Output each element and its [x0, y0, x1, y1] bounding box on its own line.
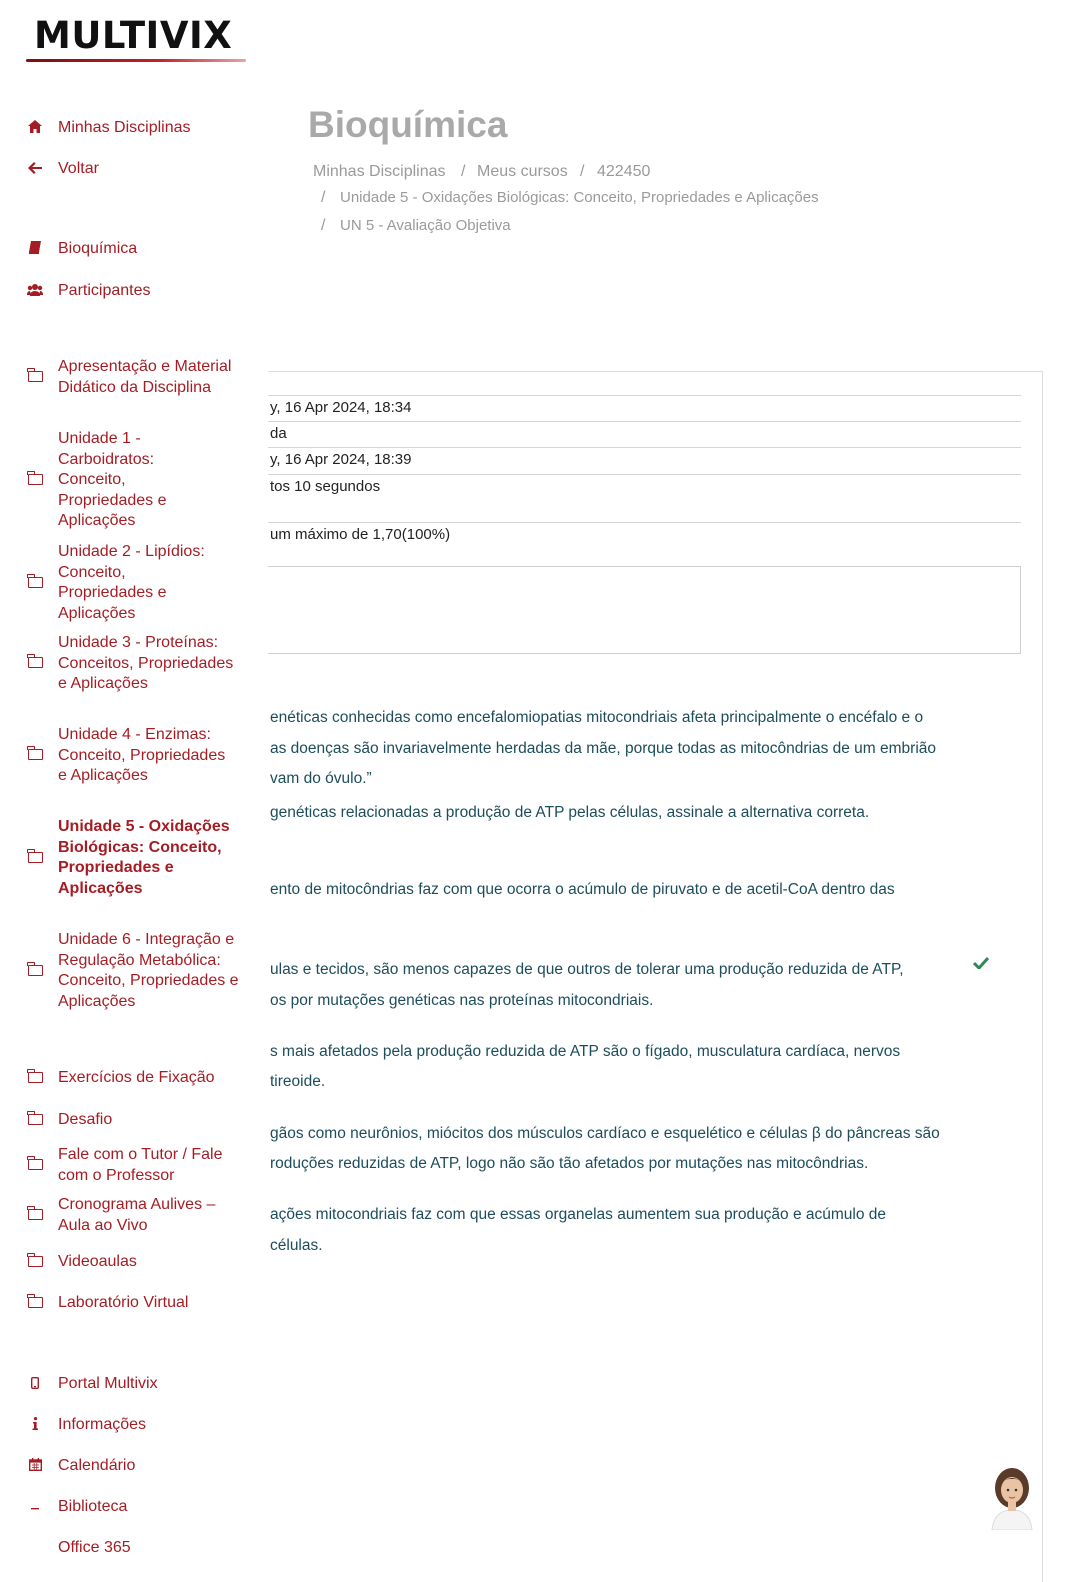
sidebar-item-label: Bioquímica: [58, 240, 138, 257]
sidebar-section-unidade-1[interactable]: [26, 429, 240, 532]
breadcrumb-separator: /: [461, 163, 466, 180]
sidebar-item-label: Unidade 2 - Lipídios: Conceito, Propriedades e Aplicações: [58, 543, 205, 622]
sidebar-item-label: Voltar: [58, 160, 99, 177]
summary-completed-on: y, 16 Apr 2024, 18:39: [270, 451, 412, 468]
sidebar-item-label: Calendário: [58, 1457, 136, 1474]
sidebar-item-label: Biblioteca: [58, 1498, 128, 1515]
folder-icon: [26, 1071, 44, 1086]
sidebar-section-apresentacao[interactable]: [26, 357, 240, 398]
sidebar-section-exercicios[interactable]: [26, 1068, 240, 1089]
sidebar-item-label: Apresentação e Material Didático da Disciplina: [58, 358, 232, 396]
logo-underline: [26, 59, 246, 62]
home-icon: [26, 120, 44, 136]
sidebar-item-biblioteca[interactable]: [26, 1497, 240, 1518]
answer-option-line: gãos como neurônios, miócitos dos músculos cardíaco e esquelético e células β do pâncreas são: [270, 1125, 940, 1142]
sidebar-item-office-365[interactable]: [26, 1538, 240, 1559]
sidebar-section-unidade-3[interactable]: [26, 633, 240, 695]
answer-option-line: ulas e tecidos, são menos capazes de que outros de tolerar uma produção reduzida de ATP,: [270, 961, 904, 978]
question-stem-line: enéticas conhecidas como encefalomiopatias mitocondriais afeta principalmente o encéfalo e o: [270, 709, 924, 726]
folder-icon: [26, 576, 44, 591]
sidebar-section-laboratorio[interactable]: [26, 1293, 240, 1314]
sidebar-item-label: Desafio: [58, 1111, 113, 1128]
book-icon: [26, 241, 44, 257]
sidebar-item-label: Portal Multivix: [58, 1375, 158, 1392]
sidebar-item-calendario[interactable]: [26, 1456, 240, 1477]
sidebar-item-participantes[interactable]: [26, 281, 240, 302]
folder-icon: [26, 370, 44, 385]
sidebar-item-portal-multivix[interactable]: [26, 1374, 240, 1395]
arrow-left-icon: [26, 162, 44, 177]
folder-icon: [26, 1208, 44, 1223]
sidebar-item-label: Office 365: [58, 1539, 131, 1556]
sidebar-section-cronograma[interactable]: [26, 1195, 240, 1236]
sidebar-item-label: Videoaulas: [58, 1253, 137, 1270]
sidebar-item-label: Fale com o Tutor / Fale com o Professor: [58, 1146, 223, 1184]
sidebar-item-label: Participantes: [58, 282, 151, 299]
sidebar-section-videoaulas[interactable]: [26, 1252, 240, 1273]
answer-option-line: os por mutações genéticas nas proteínas mitocondriais.: [270, 992, 654, 1009]
breadcrumb-separator: /: [321, 217, 326, 234]
folder-icon: [26, 1158, 44, 1173]
breadcrumb-meus-cursos[interactable]: Meus cursos: [477, 163, 568, 180]
sidebar-section-unidade-6[interactable]: [26, 930, 240, 1012]
folder-icon: [26, 851, 44, 866]
sidebar-item-label: Cronograma Aulives – Aula ao Vivo: [58, 1196, 216, 1234]
mobile-icon: [26, 1377, 44, 1392]
sidebar-item-label: Informações: [58, 1416, 147, 1433]
answer-option-line: roduções reduzidas de ATP, logo não são tão afetados por mutações nas mitocôndrias.: [270, 1155, 869, 1172]
breadcrumb-separator: /: [321, 189, 326, 206]
question-stem-line: as doenças são invariavelmente herdadas da mãe, porque todas as mitocôndrias de um embrião: [270, 740, 937, 757]
sidebar-item-label: Unidade 1 - Carboidratos: Conceito, Propriedades e Aplicações: [58, 430, 167, 530]
sidebar-item-label-active: Unidade 5 - Oxidações Biológicas: Conceito, Propriedades e Aplicações: [58, 818, 230, 897]
breadcrumb-avaliacao[interactable]: UN 5 - Avaliação Objetiva: [340, 217, 511, 234]
folder-icon: [26, 748, 44, 763]
breadcrumb-separator: /: [580, 163, 585, 180]
folder-icon: [26, 1255, 44, 1270]
question-info-box: [268, 566, 1021, 654]
answer-option-line: s mais afetados pela produção reduzida de ATP são o fígado, musculatura cardíaca, nervos: [270, 1043, 901, 1060]
breadcrumb-minhas-disciplinas[interactable]: Minhas Disciplinas: [313, 163, 446, 180]
folder-icon: [26, 1113, 44, 1128]
folder-icon: [26, 473, 44, 488]
sidebar-section-desafio[interactable]: [26, 1110, 240, 1131]
sidebar-section-unidade-2[interactable]: [26, 542, 240, 624]
summary-state: da: [270, 425, 287, 442]
assistant-avatar[interactable]: [988, 1466, 1036, 1530]
sidebar-item-bioquimica[interactable]: [26, 239, 240, 260]
question-stem-line: genéticas relacionadas a produção de ATP pelas células, assinale a alternativa correta.: [270, 804, 870, 821]
summary-grade: um máximo de 1,70(100%): [270, 526, 451, 543]
users-icon: [26, 284, 44, 299]
book-icon: [26, 1500, 44, 1515]
sidebar-item-label: Unidade 6 - Integração e Regulação Metabólica: Conceito, Propriedades e Aplicações: [58, 931, 239, 1010]
sidebar-item-minhas-disciplinas[interactable]: [26, 118, 240, 139]
summary-time-taken: tos 10 segundos: [270, 478, 381, 495]
multivix-logo[interactable]: MULTIVIX: [34, 14, 233, 57]
info-icon: [26, 1417, 44, 1433]
sidebar-item-label: Exercícios de Fixação: [58, 1069, 215, 1086]
question-stem-line: vam do óvulo.”: [270, 770, 372, 787]
sidebar-item-voltar[interactable]: [26, 159, 240, 180]
answer-option-line: ento de mitocôndrias faz com que ocorra o acúmulo de piruvato e de acetil-CoA dentro das: [270, 881, 895, 898]
calendar-icon: [26, 1458, 44, 1474]
sidebar-item-label: Laboratório Virtual: [58, 1294, 189, 1311]
summary-started-on: y, 16 Apr 2024, 18:34: [270, 399, 412, 416]
sidebar-section-fale-com-tutor[interactable]: [26, 1145, 240, 1186]
breadcrumb-course-id[interactable]: 422450: [597, 163, 651, 180]
sidebar-item-informacoes[interactable]: [26, 1415, 240, 1436]
sidebar-item-label: Unidade 3 - Proteínas: Conceitos, Propriedades e Aplicações: [58, 634, 234, 693]
correct-check-icon: [973, 953, 989, 974]
breadcrumb-unidade-5[interactable]: Unidade 5 - Oxidações Biológicas: Conceito, Propriedades e Aplicações: [340, 189, 819, 206]
sidebar-item-label: Minhas Disciplinas: [58, 119, 191, 136]
sidebar-section-unidade-5[interactable]: [26, 817, 240, 899]
sidebar-section-unidade-4[interactable]: [26, 725, 240, 787]
folder-icon: [26, 1296, 44, 1311]
folder-icon: [26, 656, 44, 671]
answer-option-line: células.: [270, 1237, 323, 1254]
folder-icon: [26, 964, 44, 979]
answer-option-line: ações mitocondriais faz com que essas organelas aumentem sua produção e acúmulo de: [270, 1206, 887, 1223]
page-title: Bioquímica: [308, 104, 508, 145]
answer-option-line: tireoide.: [270, 1073, 326, 1090]
sidebar-item-label: Unidade 4 - Enzimas: Conceito, Propriedades e Aplicações: [58, 726, 226, 785]
